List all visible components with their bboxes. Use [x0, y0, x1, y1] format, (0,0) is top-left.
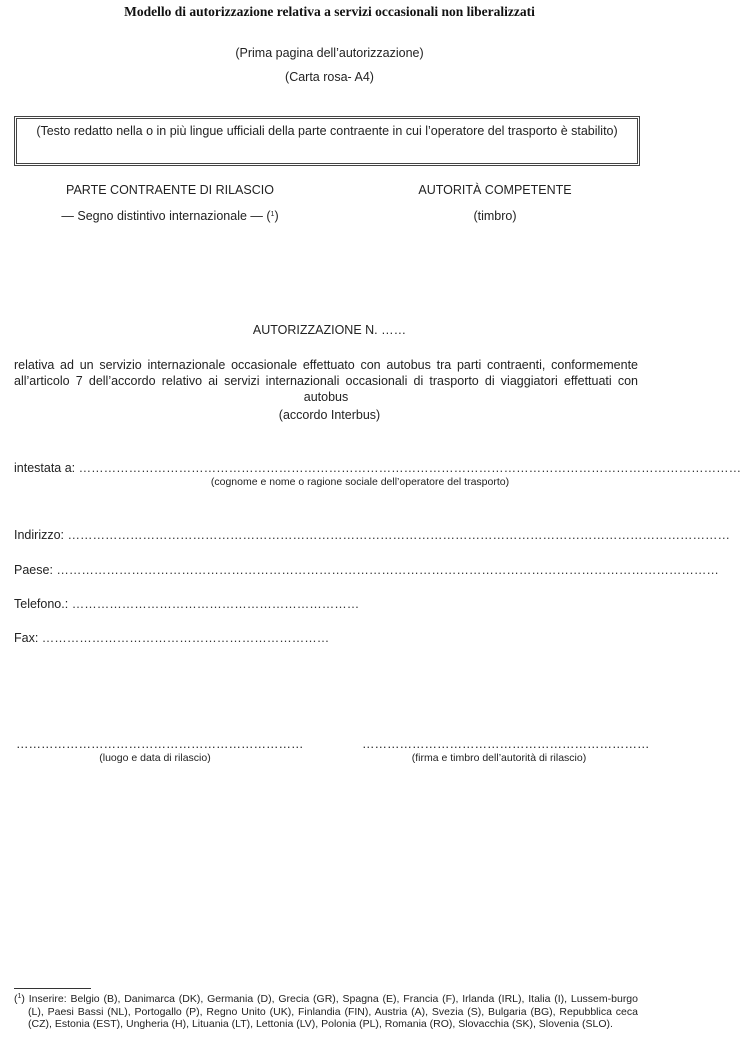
holder-field[interactable] — [14, 461, 741, 475]
stamp-placeholder: (timbro) — [473, 209, 517, 223]
phone-label: Telefono.: — [14, 597, 69, 611]
signature-hint: (firma e timbro dell’autorità di rilascio) — [411, 752, 587, 764]
country-dots: …………………………………………………………………………………………………………………………………………… — [56, 563, 719, 577]
page-subtitle: (Prima pagina dell’autorizzazione) — [235, 46, 424, 60]
authorization-description: relativa ad un servizio internazionale occasionale effettuato con autobus tra parti contraenti, conformemente all’articolo 7 dell’accordo relativo ai servizi internazionali occasionali di trasporto di viaggiatori effettuati con autobus — [14, 358, 638, 404]
distinctive-sign-line — [0, 209, 340, 223]
place-date-dots[interactable]: …………………………………………………………… — [16, 737, 304, 751]
footnote-ref: 1 — [270, 211, 275, 218]
agreement-name: (accordo Interbus) — [278, 408, 381, 422]
fax-field[interactable] — [14, 631, 334, 645]
signature-dots[interactable]: …………………………………………………………… — [362, 737, 650, 751]
competent-authority-heading: AUTORITÀ COMPETENTE — [418, 183, 572, 197]
footnote: ($^1$) Inserire: Belgio (B), Danimarca (DK), Germania (D), Grecia (GR), Spagna (E), Francia (F), Irlanda (IRL), Italia (I), Lussem-burgo (L), Paesi Bassi (NL), Portogallo (P), Regno Unito (UK), Finlandia (FIN), Austria (A), Svezia (S), Bulgaria (BG), Repubblica ceca (CZ), Estonia (EST), Ungheria (H), Lituania (LT), Lettonia (LV), Polonia (PL), Romania (RO), Slovacchia (SK), Slovenia (SLO). — [14, 993, 638, 1030]
footnote-text: Inserire: Belgio (B), Danimarca (DK), Germania (D), Grecia (GR), Spagna (E), Francia (F), Irlanda (IRL), Italia (I), Lussem-burgo (L), Paesi Bassi (NL), Portogallo (P), Regno Unito (UK), Finlandia (FIN), Austria (A), Svezia (S), Bulgaria (BG), Repubblica ceca (CZ), Estonia (EST), Ungheria (H), Lituania (LT), Lettonia (LV), Polonia (PL), Romania (RO), Slovacchia (SK), Slovenia (SLO). — [28, 993, 638, 1030]
authorization-number: AUTORIZZAZIONE N. …… — [252, 323, 407, 337]
country-label: Paese: — [14, 563, 53, 577]
document-title: Modello di autorizzazione relativa a servizi occasionali non liberalizzati — [124, 4, 535, 19]
paper-spec: (Carta rosa- A4) — [285, 70, 374, 84]
distinctive-sign-prefix: — Segno distintivo internazionale — ( — [61, 209, 271, 223]
holder-hint: (cognome e nome o ragione sociale dell’operatore del trasporto) — [210, 476, 510, 488]
distinctive-sign-suffix: ) — [274, 209, 279, 223]
address-field[interactable] — [14, 528, 731, 542]
holder-label: intestata a: — [14, 461, 76, 475]
language-note-text: (Testo redatto nella o in più lingue ufficiali della parte contraente in cui l’operatore del trasporto è stabilito) — [36, 124, 618, 138]
address-dots: …………………………………………………………………………………………………………………………………………… — [67, 528, 731, 542]
fax-dots: …………………………………………………………… — [41, 631, 330, 645]
issuing-party-heading: PARTE CONTRAENTE DI RILASCIO — [66, 183, 274, 197]
footnote-marker: 1 — [17, 993, 22, 1000]
footnote-divider — [14, 988, 91, 989]
place-date-hint: (luogo e data di rilascio) — [99, 752, 211, 764]
country-field[interactable] — [14, 563, 719, 577]
phone-field[interactable] — [14, 597, 360, 611]
phone-dots: …………………………………………………………… — [71, 597, 360, 611]
address-label: Indirizzo: — [14, 528, 65, 542]
language-note-box — [14, 116, 640, 166]
fax-label: Fax: — [14, 631, 39, 645]
holder-dots: …………………………………………………………………………………………………………………………………………… — [78, 461, 741, 475]
